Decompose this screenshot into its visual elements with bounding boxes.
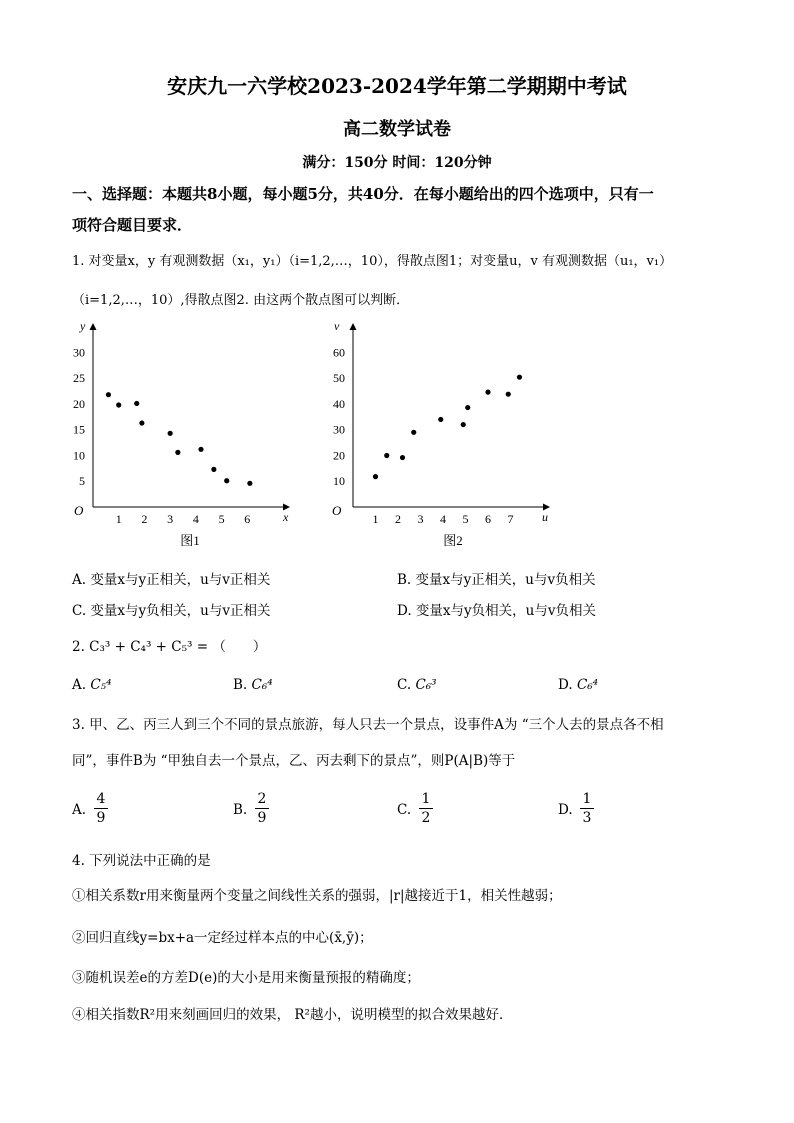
chart1-point-1 xyxy=(116,402,121,407)
chart1-point-5 xyxy=(175,450,180,455)
exam-subtitle: 高二数学试卷 xyxy=(343,119,451,140)
chart2-x-label: u xyxy=(542,510,548,524)
chart2-xtick-6: 7 xyxy=(507,512,514,526)
chart1-point-8 xyxy=(224,478,229,483)
chart2-point-5 xyxy=(461,422,466,427)
q2-option-d[interactable]: D. C₆⁴ xyxy=(558,677,599,693)
q1-line1: 1. 对变量x，y 有观测数据（x₁，y₁）（i=1,2,…，10），得散点图1；对变量u，v 有观测数据（u₁，v₁） xyxy=(72,254,673,269)
chart2-point-7 xyxy=(485,390,490,395)
chart1-xtick-4: 5 xyxy=(218,512,225,526)
chart1-ytick-1: 10 xyxy=(73,448,85,463)
chart2-point-2 xyxy=(400,455,405,460)
chart1-title: 图1 xyxy=(180,533,200,548)
q1-option-b[interactable]: B. 变量x与y正相关，u与v负相关 xyxy=(397,572,596,588)
q2-option-c[interactable]: C. C₆³ xyxy=(397,677,437,693)
q4-statement-4: ④相关指数R²用来刻画回归的效果， R²越小，说明模型的拟合效果越好． xyxy=(72,1007,513,1023)
chart2-ytick-1: 20 xyxy=(333,448,345,463)
chart2-point-3 xyxy=(411,430,416,435)
q1-option-c[interactable]: C. 变量x与y负相关，u与v正相关 xyxy=(72,603,271,619)
chart1-xtick-5: 6 xyxy=(244,512,251,526)
scatter-chart-2 xyxy=(320,315,565,550)
chart1-point-0 xyxy=(106,392,111,397)
q4-statement-3: ③随机误差e的方差D(e)的大小是用来衡量预报的精确度； xyxy=(72,970,420,986)
q1-line2: （i=1,2,…，10）,得散点图2. 由这两个散点图可以判断． xyxy=(72,293,410,308)
chart2-point-0 xyxy=(373,474,378,479)
chart1-xtick-1: 2 xyxy=(141,512,148,526)
chart2-ytick-2: 30 xyxy=(333,422,345,437)
chart1-x-label: x xyxy=(283,510,289,524)
chart1-ytick-4: 25 xyxy=(73,371,85,386)
chart1-xtick-3: 4 xyxy=(192,512,199,526)
chart2-point-4 xyxy=(438,417,443,422)
chart2-y-label: v xyxy=(334,319,340,333)
chart1-y-label: y xyxy=(80,319,86,333)
chart1-point-6 xyxy=(198,447,203,452)
q2-option-a[interactable]: A. C₅⁴ xyxy=(72,677,112,693)
chart1-xtick-0: 1 xyxy=(115,512,122,526)
q3-line1: 3. 甲、乙、丙三人到三个不同的景点旅游，每人只去一个景点，设事件A为 “三个人去的景点各不相 xyxy=(72,717,664,733)
q4-statement-1: ①相关系数r用来衡量两个变量之间线性关系的强弱，|r|越接近于1，相关性越弱； xyxy=(72,888,562,904)
q1-option-d[interactable]: D. 变量x与y负相关，u与v负相关 xyxy=(397,603,596,619)
chart2-xtick-4: 5 xyxy=(462,512,469,526)
q2-option-b[interactable]: B. C₆⁴ xyxy=(233,677,273,693)
chart1-point-4 xyxy=(168,431,173,436)
chart1-ytick-2: 15 xyxy=(73,422,85,437)
q2-stem: 2. C₃³ + C₄³ + C₅³ = （ ） xyxy=(72,639,267,655)
q4-statement-2: ②回归直线y=bx+a一定经过样本点的中心(x̄,ȳ)； xyxy=(72,930,373,946)
chart1-point-2 xyxy=(134,401,139,406)
q4-stem: 4. 下列说法中正确的是 xyxy=(72,853,211,869)
scatter-chart-1 xyxy=(60,315,305,550)
exam-meta: 满分：150分 时间：120分钟 xyxy=(302,155,492,171)
chart2-point-8 xyxy=(506,392,511,397)
chart2-ytick-0: 10 xyxy=(333,474,345,489)
chart1-ytick-3: 20 xyxy=(73,396,85,411)
chart2-point-1 xyxy=(384,453,389,458)
section-heading-line2: 项符合题目要求． xyxy=(72,216,193,234)
chart1-ytick-5: 30 xyxy=(73,345,85,360)
chart1-point-3 xyxy=(139,420,144,425)
chart2-xtick-1: 2 xyxy=(395,512,401,526)
chart2-point-6 xyxy=(465,405,470,410)
chart1-point-7 xyxy=(211,467,216,472)
chart1-point-9 xyxy=(247,481,252,486)
q3-line2: 同”，事件B为 “甲独自去一个景点，乙、丙去剩下的景点”，则P(A|B)等于 xyxy=(72,753,516,769)
chart2-xtick-5: 6 xyxy=(485,512,491,526)
chart2-xtick-3: 4 xyxy=(440,512,446,526)
section-heading-line1: 一、选择题：本题共8小题，每小题5分，共40分．在每小题给出的四个选项中，只有一 xyxy=(72,185,654,203)
q1-option-a[interactable]: A. 变量x与y正相关，u与v正相关 xyxy=(72,572,271,588)
chart2-point-9 xyxy=(517,375,522,380)
chart2-ytick-5: 60 xyxy=(333,345,345,360)
chart2-xtick-2: 3 xyxy=(417,512,424,526)
chart2-ytick-4: 50 xyxy=(333,371,345,386)
chart1-ytick-0: 5 xyxy=(79,474,85,489)
chart2-ytick-3: 40 xyxy=(333,396,345,411)
chart1-xtick-2: 3 xyxy=(167,512,174,526)
chart2-xtick-0: 1 xyxy=(372,512,379,526)
exam-title: 安庆九一六学校2023-2024学年第二学期期中考试 xyxy=(167,74,627,98)
chart2-title: 图2 xyxy=(443,533,463,548)
chart1-origin: O xyxy=(74,503,84,518)
chart2-origin: O xyxy=(332,503,342,518)
